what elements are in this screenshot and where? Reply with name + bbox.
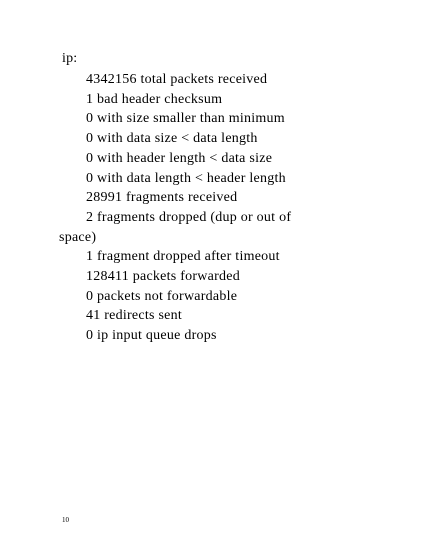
stat-line: 0 ip input queue drops <box>86 328 217 344</box>
stat-line: 0 with data size < data length <box>86 131 258 147</box>
stat-line: 41 redirects sent <box>86 308 182 324</box>
section-heading: ip: <box>62 51 78 66</box>
stat-line: 0 with header length < data size <box>86 150 273 166</box>
stat-line-part: 2 fragments dropped (dup or out of <box>86 209 292 225</box>
stat-line: 28991 fragments received <box>86 190 238 206</box>
stat-line-wrapped <box>59 208 362 247</box>
stat-line: 0 with size smaller than minimum <box>86 111 285 127</box>
stat-line: 0 packets not forwardable <box>86 288 238 304</box>
stat-line: 4342156 total packets received <box>86 72 268 87</box>
stat-line: 1 bad header checksum <box>86 91 223 107</box>
ip-statistics-list <box>59 70 362 346</box>
page-number: 10 <box>62 516 69 524</box>
stat-line: 128411 packets forwarded <box>86 269 240 285</box>
stat-line: 1 fragment dropped after timeout <box>86 249 280 265</box>
stat-line: 0 with data length < header length <box>86 170 286 186</box>
stat-line-continuation: space) <box>59 229 97 245</box>
